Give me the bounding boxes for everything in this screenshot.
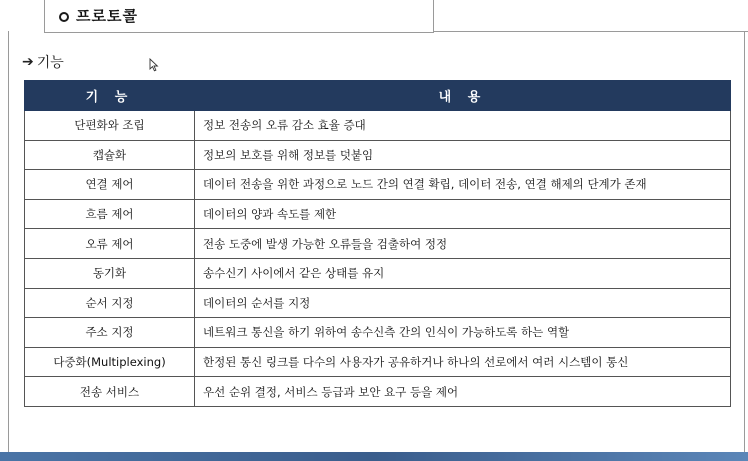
- content-cell: 데이터의 양과 속도를 제한: [195, 199, 731, 229]
- table-row: [25, 377, 731, 407]
- table-row: [25, 288, 731, 318]
- mouse-cursor-icon: [149, 58, 159, 72]
- content-cell: 데이터의 순서를 지정: [195, 288, 731, 318]
- table-row: [25, 229, 731, 259]
- content-cell: 송수신기 사이에서 같은 상태를 유지: [195, 258, 731, 288]
- frame-border-right: [744, 31, 745, 452]
- content-cell: 우선 순위 결정, 서비스 등급과 보안 요구 등을 제어: [195, 377, 731, 407]
- bottom-band: [0, 452, 748, 461]
- content-cell: 정보 전송의 오류 감소 효율 증대: [195, 111, 731, 141]
- function-cell: 동기화: [25, 258, 195, 288]
- function-cell: 단편화와 조립: [25, 111, 195, 141]
- table-header-row: [25, 81, 731, 111]
- function-cell: 흐름 제어: [25, 199, 195, 229]
- section-label: 기능: [36, 55, 64, 71]
- section-heading: [22, 52, 64, 72]
- table-row: [25, 318, 731, 348]
- content-cell: 정보의 보호를 위해 정보를 덧붙임: [195, 140, 731, 170]
- header-content: 내 용: [195, 81, 731, 111]
- function-table: [24, 80, 731, 407]
- table-row: [25, 170, 731, 200]
- content-cell: 네트워크 통신을 하기 위하여 송수신측 간의 인식이 가능하도록 하는 역할: [195, 318, 731, 348]
- bullet-circle-icon: [59, 12, 69, 22]
- arrow-right-icon: ➔: [22, 54, 34, 70]
- content-cell: 전송 도중에 발생 가능한 오류들을 검출하여 정정: [195, 229, 731, 259]
- table-row: [25, 347, 731, 377]
- frame-border-top: [434, 31, 748, 32]
- frame-border-left: [8, 31, 9, 452]
- title-box: [44, 0, 434, 33]
- table-row: [25, 111, 731, 141]
- function-cell: 캡슐화: [25, 140, 195, 170]
- function-cell: 오류 제어: [25, 229, 195, 259]
- function-cell: 다중화(Multiplexing): [25, 347, 195, 377]
- function-cell: 연결 제어: [25, 170, 195, 200]
- function-cell: 순서 지정: [25, 288, 195, 318]
- table-row: [25, 258, 731, 288]
- function-cell: 전송 서비스: [25, 377, 195, 407]
- function-cell: 주소 지정: [25, 318, 195, 348]
- header-function: 기 능: [25, 81, 195, 111]
- table-row: [25, 199, 731, 229]
- slide-title: 프로토콜: [76, 7, 138, 25]
- content-cell: 한정된 통신 링크를 다수의 사용자가 공유하거나 하나의 선로에서 여러 시스템이 통신: [195, 347, 731, 377]
- table-row: [25, 140, 731, 170]
- content-cell: 데이터 전송을 위한 과정으로 노드 간의 연결 확립, 데이터 전송, 연결 해제의 단계가 존재: [195, 170, 731, 200]
